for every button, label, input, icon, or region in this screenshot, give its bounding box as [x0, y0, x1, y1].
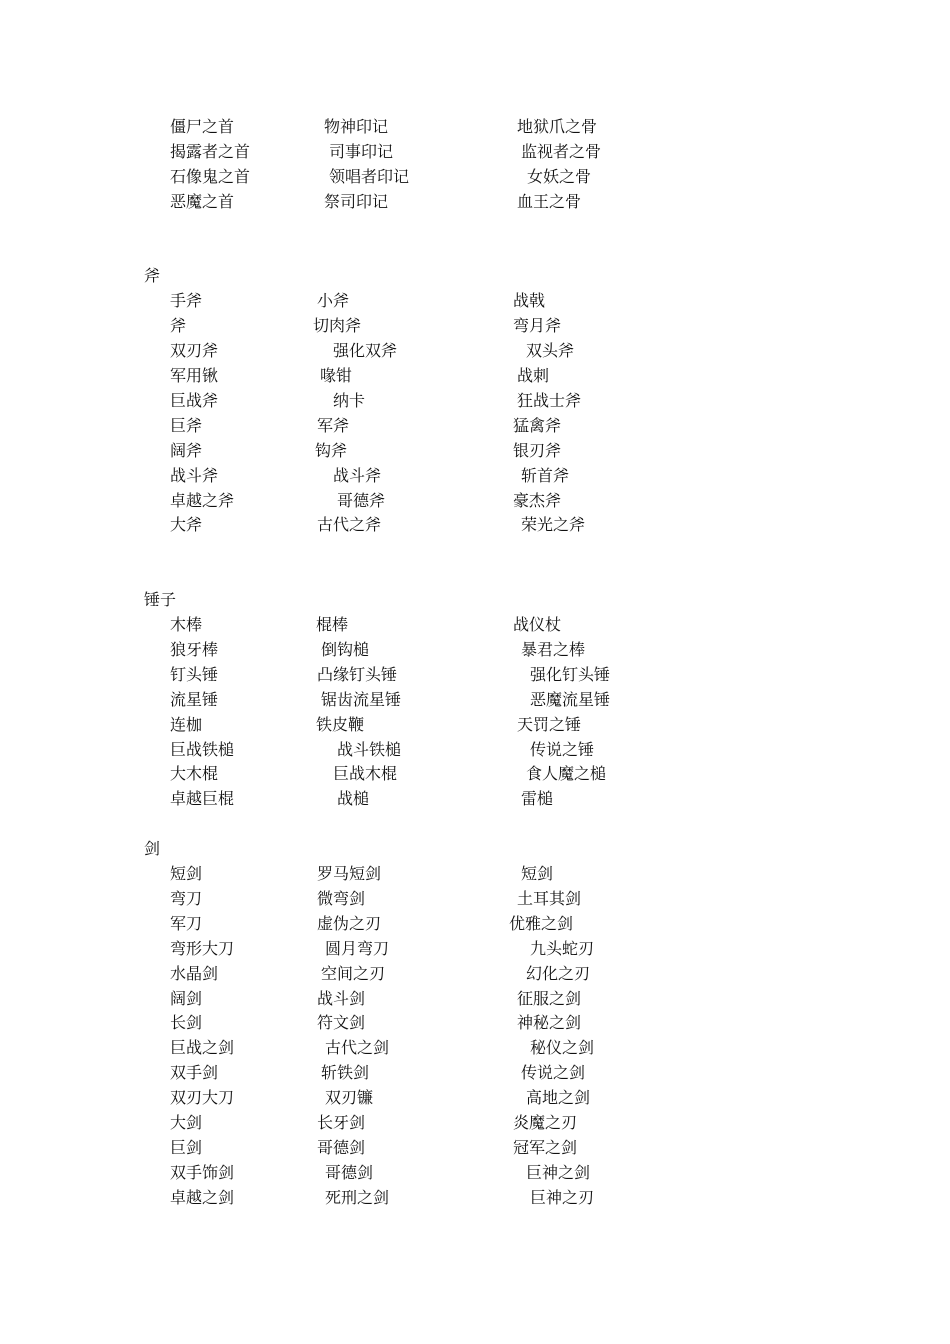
list-item: [0, 1088, 950, 1113]
item-name-col3: 血王之骨: [517, 191, 582, 211]
item-name-col1: 双手剑: [170, 1063, 219, 1083]
list-item: [0, 740, 950, 765]
list-item: [0, 914, 950, 939]
item-name-col1: 卓越巨棍: [170, 789, 235, 809]
list-item: [0, 1013, 950, 1038]
list-item: [0, 889, 950, 914]
item-name-col3: 秘仪之剑: [530, 1038, 595, 1058]
item-name-col1: 斧: [170, 316, 187, 336]
item-name-col1: 大剑: [170, 1113, 203, 1132]
list-item: [0, 366, 950, 391]
item-name-col1: 巨剑: [170, 1137, 203, 1157]
item-name-col3: 冠军之剑: [513, 1137, 578, 1157]
item-name-col3: 战仪杖: [513, 615, 562, 634]
item-name-col2: 哥德剑: [317, 1137, 366, 1157]
item-name-col1: 弯形大刀: [170, 938, 235, 958]
item-name-col3: 弯月斧: [513, 316, 562, 336]
item-name-col3: 传说之锤: [530, 739, 595, 759]
item-name-col3: 狂战士斧: [517, 390, 582, 410]
item-name-col2: 圆月弯刀: [325, 938, 390, 958]
list-item: [0, 615, 950, 640]
item-name-col1: 僵尸之首: [170, 117, 235, 136]
item-name-col2: 军斧: [317, 415, 350, 435]
item-name-col3: 九头蛇刃: [530, 938, 595, 958]
item-name-col3: 土耳其剑: [517, 888, 582, 908]
item-name-col2: 纳卡: [333, 390, 366, 410]
item-name-col1: 双手饰剑: [170, 1162, 235, 1182]
item-name-col3: 巨神之刃: [530, 1187, 595, 1207]
item-name-col1: 流星锤: [170, 689, 219, 709]
item-name-col1: 短剑: [170, 864, 203, 883]
item-name-col1: 军刀: [170, 913, 203, 933]
item-name-col2: 符文剑: [317, 1013, 366, 1033]
list-item: [0, 416, 950, 441]
item-name-col1: 巨战铁槌: [170, 739, 235, 759]
item-name-col3: 食人魔之槌: [526, 764, 607, 784]
list-item: [0, 1188, 950, 1213]
item-name-col2: 长牙剑: [317, 1113, 366, 1132]
list-item: [0, 789, 950, 814]
list-item: [0, 192, 950, 217]
item-name-col3: 监视者之骨: [521, 141, 602, 161]
list-item: [0, 665, 950, 690]
item-name-col2: 钩斧: [315, 440, 348, 460]
item-name-col2: 小斧: [317, 291, 350, 311]
item-name-col2: 领唱者印记: [329, 166, 410, 186]
item-name-col2: 双刃镰: [325, 1088, 374, 1108]
item-name-col1: 水晶剑: [170, 963, 219, 983]
list-item: [0, 1063, 950, 1088]
list-item: [0, 316, 950, 341]
section-heading-text: 锤子: [144, 590, 177, 610]
list-item: [0, 964, 950, 989]
list-item: [0, 341, 950, 366]
list-item: [0, 142, 950, 167]
item-name-col3: 荣光之斧: [521, 515, 586, 535]
list-item: [0, 1138, 950, 1163]
item-name-col3: 强化钉头锤: [530, 664, 611, 684]
list-item: [0, 117, 950, 142]
list-item: [0, 864, 950, 889]
item-name-col2: 战斗斧: [333, 465, 382, 485]
list-item: [0, 291, 950, 316]
item-name-col2: 倒钩槌: [321, 639, 370, 659]
item-name-col3: 战刺: [517, 366, 550, 385]
list-item: [0, 466, 950, 491]
item-name-col3: 雷槌: [521, 789, 554, 809]
item-name-col3: 征服之剑: [517, 988, 582, 1008]
item-name-col3: 女妖之骨: [527, 166, 592, 186]
list-item: [0, 690, 950, 715]
item-name-col1: 手斧: [170, 291, 203, 311]
item-name-col1: 巨战斧: [170, 390, 219, 410]
item-name-col2: 微弯剑: [317, 888, 366, 908]
item-name-col2: 喙钳: [320, 366, 353, 385]
item-name-col1: 军用锹: [170, 366, 219, 385]
item-name-col1: 卓越之斧: [170, 490, 235, 510]
item-name-col1: 阔剑: [170, 988, 203, 1008]
item-name-col1: 大木棍: [170, 764, 219, 784]
item-name-col1: 双刃斧: [170, 341, 219, 361]
item-name-col1: 战斗斧: [170, 465, 219, 485]
item-name-col1: 大斧: [170, 515, 203, 535]
list-item: [0, 1163, 950, 1188]
item-name-col1: 木棒: [170, 615, 203, 634]
item-name-col3: 幻化之刃: [526, 963, 591, 983]
section-heading: [0, 590, 950, 615]
item-name-col1: 卓越之剑: [170, 1187, 235, 1207]
item-name-col1: 双刃大刀: [170, 1088, 235, 1108]
item-name-col1: 揭露者之首: [170, 141, 251, 161]
item-name-col1: 连枷: [170, 714, 203, 734]
list-item: [0, 441, 950, 466]
section-heading-text: 斧: [144, 266, 161, 286]
item-name-col2: 死刑之剑: [325, 1187, 390, 1207]
item-name-col3: 银刃斧: [513, 440, 562, 460]
item-name-col2: 巨战木棍: [333, 764, 398, 784]
item-name-col3: 炎魔之刃: [513, 1113, 578, 1132]
item-name-col3: 优雅之剑: [509, 913, 574, 933]
item-name-col2: 哥德斧: [337, 490, 386, 510]
item-name-col3: 战戟: [513, 291, 546, 311]
item-name-col3: 豪杰斧: [513, 490, 562, 510]
list-item: [0, 715, 950, 740]
item-name-col3: 高地之剑: [526, 1088, 591, 1108]
list-item: [0, 764, 950, 789]
list-item: [0, 640, 950, 665]
item-name-col1: 狼牙棒: [170, 639, 219, 659]
item-name-col1: 石像鬼之首: [170, 166, 251, 186]
item-name-col2: 凸缘钉头锤: [317, 664, 398, 684]
section-heading: [0, 266, 950, 291]
item-name-col3: 猛禽斧: [513, 415, 562, 435]
item-name-col2: 司事印记: [329, 141, 394, 161]
list-item: [0, 515, 950, 540]
item-name-col3: 神秘之剑: [517, 1013, 582, 1033]
list-item: [0, 491, 950, 516]
item-name-col2: 物神印记: [324, 117, 389, 136]
list-item: [0, 989, 950, 1014]
item-name-col1: 巨战之剑: [170, 1038, 235, 1058]
item-name-col1: 恶魔之首: [170, 191, 235, 211]
list-item: [0, 1113, 950, 1138]
list-item: [0, 391, 950, 416]
item-name-col2: 锯齿流星锤: [321, 689, 402, 709]
item-name-col1: 弯刀: [170, 888, 203, 908]
item-name-col3: 双头斧: [526, 341, 575, 361]
item-name-col1: 巨斧: [170, 415, 203, 435]
item-name-col2: 战槌: [337, 789, 370, 809]
item-name-col2: 战斗铁槌: [337, 739, 402, 759]
item-name-col3: 地狱爪之骨: [517, 117, 598, 136]
item-name-col2: 切肉斧: [313, 316, 362, 336]
item-name-col3: 天罚之锤: [517, 714, 582, 734]
item-name-col3: 恶魔流星锤: [530, 689, 611, 709]
item-name-col1: 钉头锤: [170, 664, 219, 684]
item-name-col2: 空间之刃: [321, 963, 386, 983]
item-name-col1: 阔斧: [170, 440, 203, 460]
section-heading: [0, 839, 950, 864]
list-item: [0, 1038, 950, 1063]
item-name-col3: 斩首斧: [521, 465, 570, 485]
item-name-col3: 巨神之剑: [526, 1162, 591, 1182]
item-name-col2: 战斗剑: [317, 988, 366, 1008]
item-name-col2: 强化双斧: [333, 341, 398, 361]
item-name-col2: 虚伪之刃: [317, 913, 382, 933]
item-name-col2: 铁皮鞭: [316, 714, 365, 734]
list-item: [0, 939, 950, 964]
item-name-col3: 短剑: [521, 864, 554, 883]
item-name-col2: 罗马短剑: [317, 864, 382, 883]
list-item: [0, 167, 950, 192]
item-name-col3: 暴君之棒: [521, 639, 586, 659]
item-name-col2: 棍棒: [316, 615, 349, 634]
item-name-col1: 长剑: [170, 1013, 203, 1033]
item-name-col2: 祭司印记: [324, 191, 389, 211]
item-name-col2: 斩铁剑: [321, 1063, 370, 1083]
section-heading-text: 剑: [144, 839, 161, 859]
item-name-col2: 哥德剑: [325, 1162, 374, 1182]
item-name-col3: 传说之剑: [521, 1063, 586, 1083]
item-name-col2: 古代之剑: [325, 1038, 390, 1058]
item-name-col2: 古代之斧: [317, 515, 382, 535]
